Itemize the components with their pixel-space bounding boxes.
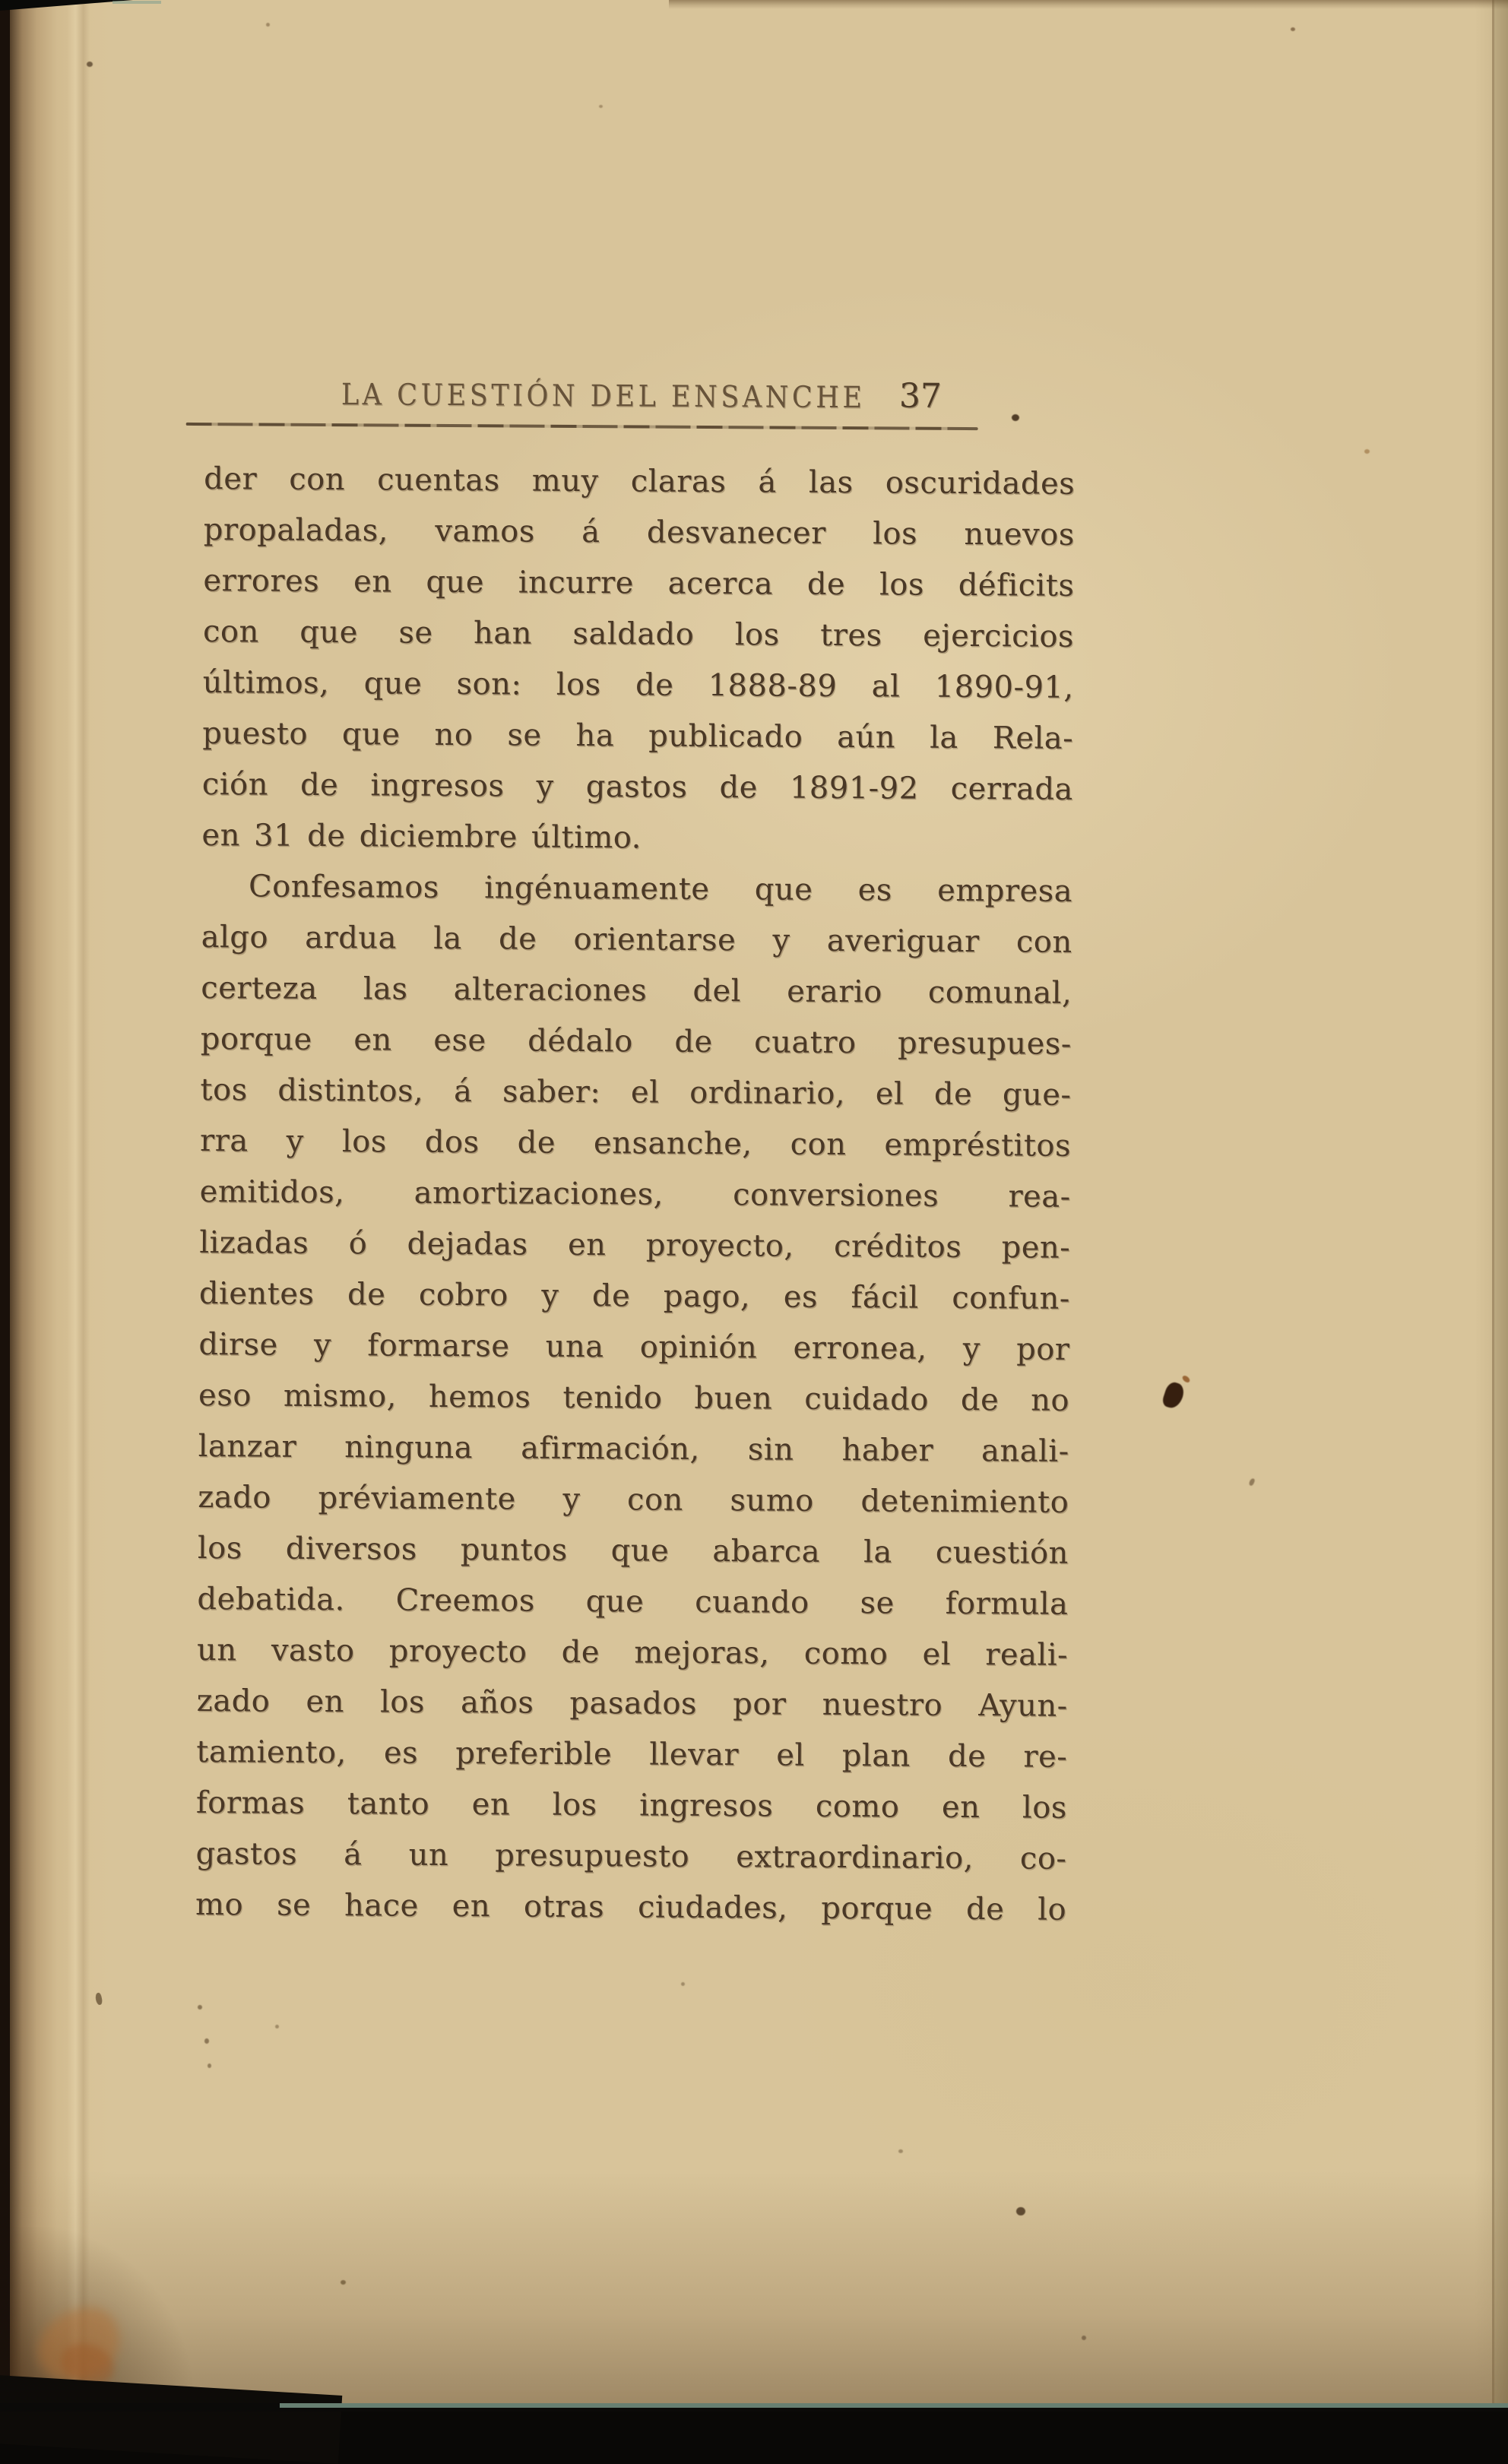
text-line: un vasto proyecto de mejoras, como el reali- <box>196 1633 1069 1673</box>
text-line: ción de ingresos y gastos de 1891-92 cerrada <box>201 767 1073 807</box>
dust-speck <box>898 2149 903 2153</box>
text-line: puesto que no se ha publicado aún la Rela- <box>202 716 1074 756</box>
page-number: 37 <box>898 376 943 416</box>
ink-fleck <box>1161 1380 1186 1411</box>
dust-speck <box>1364 449 1370 454</box>
text-line: lanzar ninguna afirmación, sin haber anali- <box>198 1429 1069 1469</box>
comma-mark <box>94 1992 103 2005</box>
dust-speck <box>198 2005 202 2010</box>
dust-speck <box>1291 27 1295 31</box>
text-line: certeza las alteraciones del erario comunal, <box>201 971 1072 1011</box>
dust-speck <box>87 62 93 67</box>
comma-mark <box>1248 1477 1255 1487</box>
fly-speck <box>1012 414 1019 421</box>
dust-speck <box>275 2025 279 2029</box>
text-line: tos distintos, á saber: el ordinario, el de gue- <box>200 1072 1072 1113</box>
text-line: rra y los dos de ensanche, con empréstitos <box>199 1123 1072 1164</box>
dust-speck <box>599 105 603 108</box>
dust-speck <box>266 23 270 27</box>
text-line: mo se hace en otras ciudades, porque de lo <box>195 1887 1067 1927</box>
text-line: dientes de cobro y de pago, es fácil confun- <box>198 1276 1071 1316</box>
dust-speck <box>1082 2336 1086 2340</box>
dust-speck <box>341 2280 346 2285</box>
book-edge-teal-top <box>112 1 161 4</box>
text-line: lizadas ó dejadas en proyecto, créditos pen- <box>199 1225 1071 1265</box>
text-line: algo ardua la de orientarse y averiguar con <box>201 920 1072 960</box>
text-line: debatida. Creemos que cuando se formula <box>197 1582 1069 1622</box>
book-edge-teal <box>280 2403 1508 2408</box>
text-line: formas tanto en los ingresos como en los <box>195 1785 1068 1826</box>
text-line: zado préviamente y con sumo detenimiento <box>198 1480 1069 1520</box>
text-line: errores en que incurre acerca de los déficits <box>203 563 1075 603</box>
ink-fleck-tail <box>1181 1374 1191 1383</box>
text-line: emitidos, amortizaciones, conversiones rea- <box>199 1174 1071 1215</box>
dust-speck <box>208 2063 211 2068</box>
dust-speck <box>204 2038 209 2044</box>
running-header-title: LA CUESTIÓN DEL ENSANCHE <box>341 378 866 416</box>
text-line: dirse y formarse una opinión erronea, y por <box>198 1327 1070 1367</box>
text-line: porque en ese dédalo de cuatro presupues- <box>200 1021 1072 1062</box>
fly-speck <box>1016 2207 1025 2215</box>
text-line: los diversos puntos que abarca la cuestión <box>197 1531 1069 1571</box>
text-line: gastos á un presupuesto extraordinario, co- <box>195 1836 1067 1877</box>
text-line: tamiento, es preferible llevar el plan de re- <box>196 1734 1068 1775</box>
text-line: últimos, que son: los de 1888-89 al 1890-91, <box>202 665 1074 705</box>
text-line: con que se han saldado los tres ejercicios <box>202 614 1075 654</box>
text-line: en 31 de diciembre último. <box>201 818 642 856</box>
text-line: zado en los años pasados por nuestro Ayun- <box>196 1683 1068 1724</box>
text-line: propaladas, vamos á desvanecer los nuevos <box>203 512 1075 553</box>
text-line: eso mismo, hemos tenido buen cuidado de no <box>198 1378 1070 1418</box>
text-line: der con cuentas muy claras á las oscuridades <box>204 461 1076 502</box>
text-line: Confesamos ingénuamente que es empresa <box>248 869 1073 909</box>
dust-speck <box>681 1982 685 1986</box>
